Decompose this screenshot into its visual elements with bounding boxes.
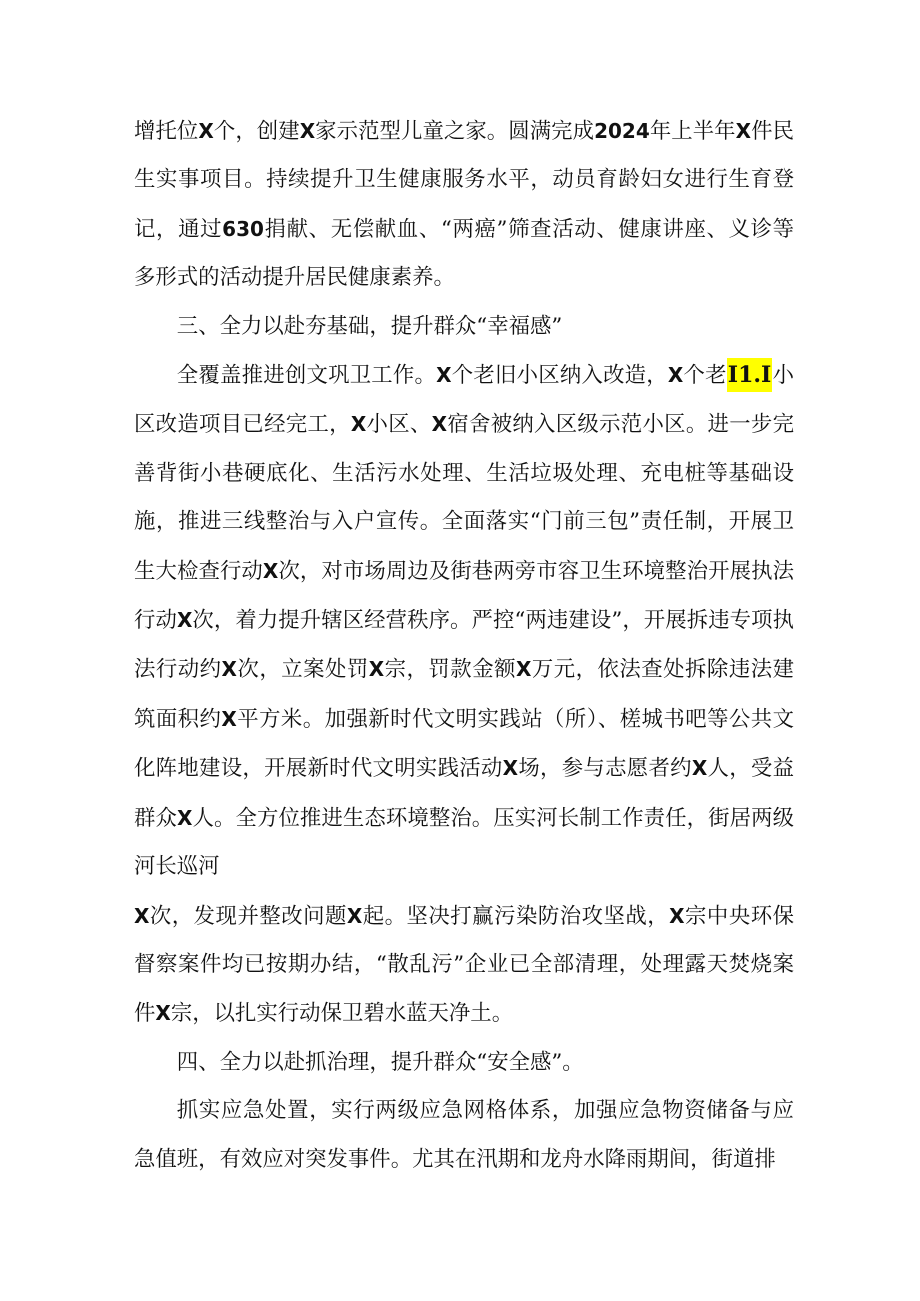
highlighted-text: I1.I xyxy=(727,358,773,392)
bold-placeholder: X xyxy=(735,119,752,143)
bold-placeholder: X xyxy=(515,657,532,682)
paragraph-emergency-response: 抓实应急处置，实行两级应急网格体系，加强应急物资储备与应急值班，有效应对突发事件。尤其在汛期和龙舟水降雨期间，街道排 xyxy=(134,1098,794,1172)
bold-placeholder: X xyxy=(502,756,519,781)
bold-placeholder: 630 xyxy=(222,216,264,241)
bold-placeholder: X xyxy=(669,903,685,928)
section-heading-four: 四、全力以赴抓治理，提升群众“安全感”。 xyxy=(176,1049,584,1075)
bold-placeholder: X xyxy=(198,119,214,143)
paragraph-pollution-control: X次，发现并整改问题X起。坚决打赢污染防治攻坚战，X宗中央环保督察案件均已按期办结，“散乱污”企业已全部清理，处理露天焚烧案件X宗，以扎实行动保卫碧水蓝天净土。 xyxy=(134,903,794,1027)
bold-placeholder: X xyxy=(176,608,193,633)
section-heading-three: 三、全力以赴夯基础，提升群众“幸福感” xyxy=(176,313,563,339)
bold-placeholder: 2024 xyxy=(594,119,650,143)
paragraph-city-improvement: 全覆盖推进创文巩卫工作。X个老旧小区纳入改造，X个老I1.I小区改造项目已经完工，X小区、X宿舍被纳入区级示范小区。进一步完善背街小巷硬底化、生活污水处理、生活垃圾处理、充电桩等基础设施，推进三线整治与入户宣传。全面落实“门前三包”责任制，开展卫生大检查行动X次，对市场周边及街巷两旁市容卫生环境整治开展执法行动X次，着力提升辖区经营秩序。严控“两违建设”，开展拆违专项执法行动约X次，立案处罚X宗，罚款金额X万元，依法查处拆除违法建筑面积约X平方米。加强新时代文明实践站（所）、槎城书吧等公共文化阵地建设，开展新时代文明实践活动X场，参与志愿者约X人，受益群众X人。全方位推进生态环境整治。压实河长制工作责任，街居两级河长巡河 xyxy=(134,351,794,891)
document-body xyxy=(134,107,794,1184)
bold-placeholder: X xyxy=(691,756,708,781)
bold-placeholder: X xyxy=(262,558,279,583)
bold-placeholder: X xyxy=(368,657,385,682)
bold-placeholder: X xyxy=(667,363,684,388)
bold-placeholder: X xyxy=(350,412,367,437)
bold-placeholder: X xyxy=(299,119,316,143)
bold-placeholder: X xyxy=(221,706,237,731)
bold-placeholder: X xyxy=(431,412,448,437)
bold-placeholder: X xyxy=(155,1001,171,1026)
bold-placeholder: X xyxy=(134,903,150,928)
bold-placeholder: X xyxy=(346,903,363,928)
bold-placeholder: X xyxy=(221,657,237,682)
bold-placeholder: X xyxy=(176,805,193,830)
bold-placeholder: X xyxy=(436,363,452,388)
paragraph-childcare-health: 增托位X个，创建X家示范型儿童之家。圆满完成2024年上半年X件民生实事项目。持续提升卫生健康服务水平，动员育龄妇女进行生育登记，通过630捐献、无偿献血、“两癌”筛查活动、健康讲座、义诊等多形式的活动提升居民健康素养。 xyxy=(134,119,794,291)
